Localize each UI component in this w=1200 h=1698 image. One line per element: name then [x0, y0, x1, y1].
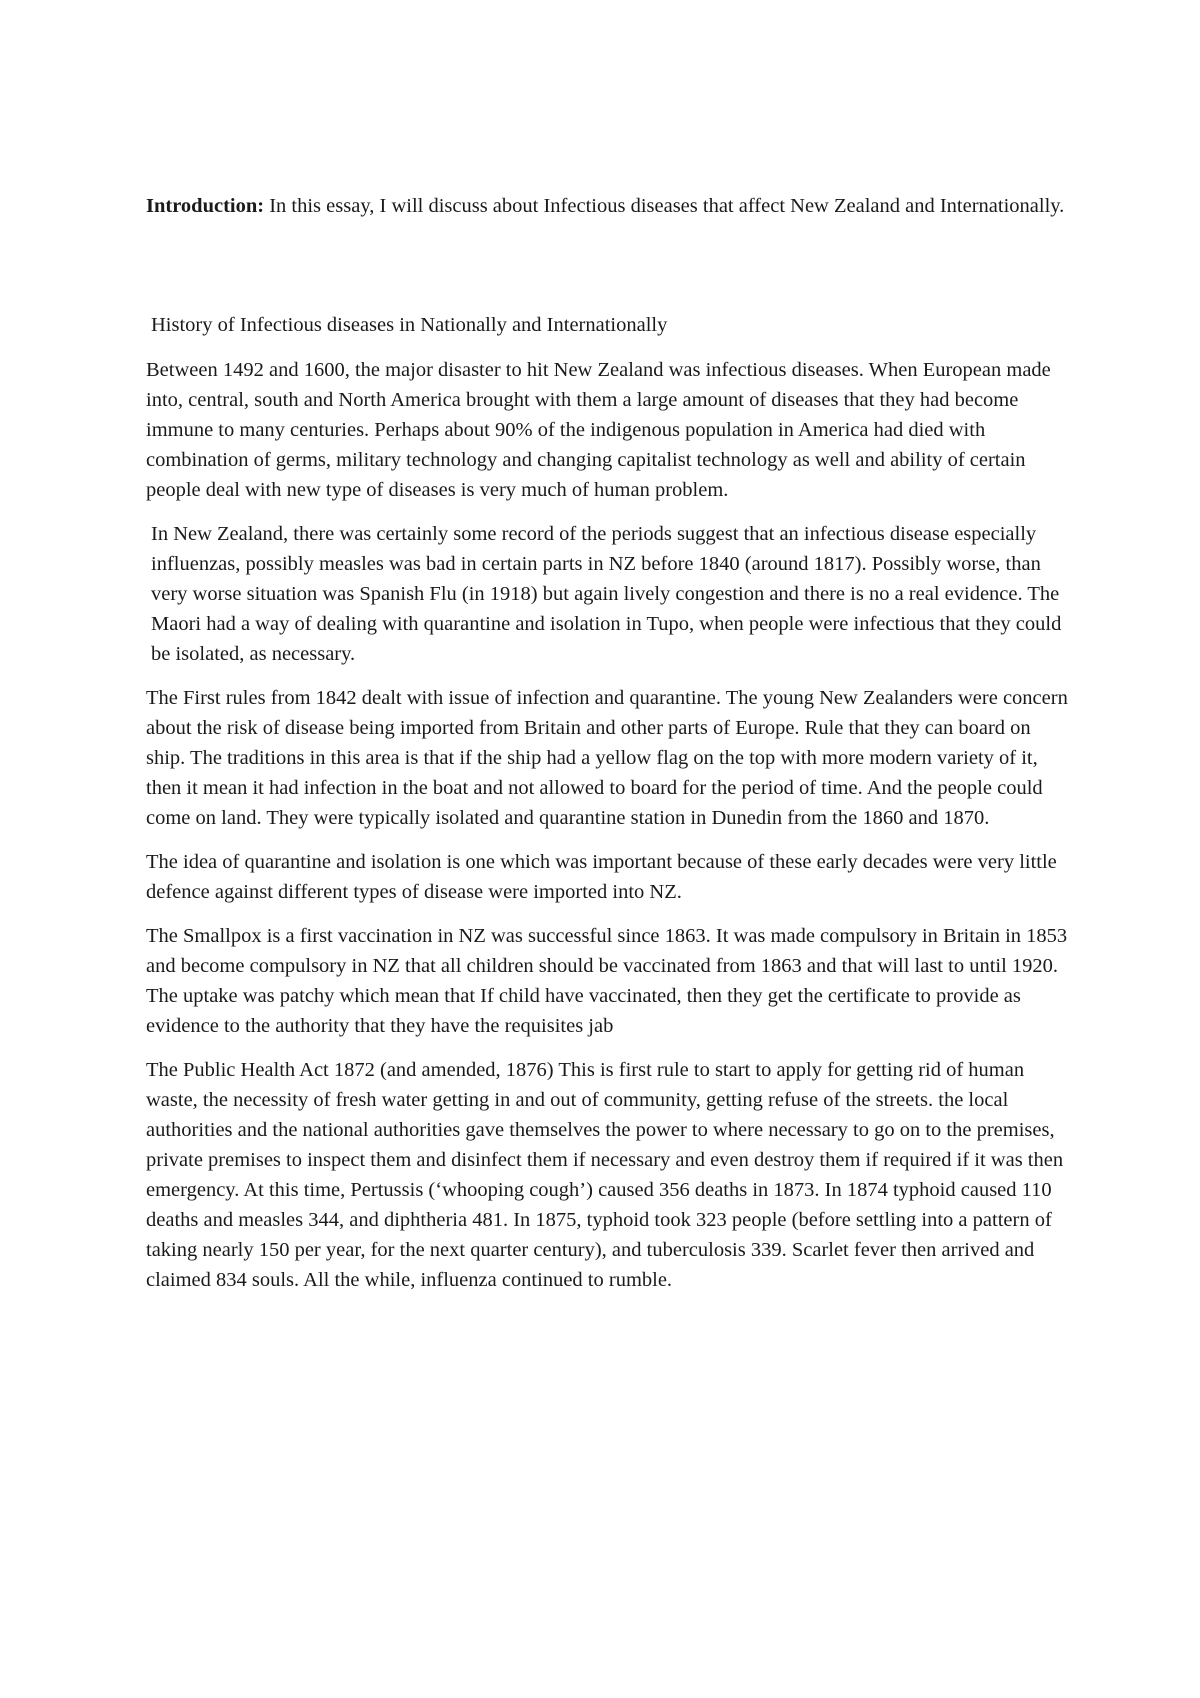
paragraph-quarantine-idea: The idea of quarantine and isolation is one which was important because of these early decades were very little defence against different types of disease were imported into NZ. [146, 851, 1057, 903]
paragraph-history: Between 1492 and 1600, the major disaster to hit New Zealand was infectious diseases. When European made into, central, south and North America brought with them a large amount of diseases that they had become immune to many centuries. Perhaps about 90% of the indigenous population in America had died with combination of germs, military technology and changing capitalist technology as well and ability of certain people deal with new type of diseases is very much of human problem. [146, 359, 1051, 501]
paragraph-public-health-act: The Public Health Act 1872 (and amended, 1876) This is first rule to start to apply for getting rid of human waste, the necessity of fresh water getting in and out of community, getting refuse of the streets. the local authorities and the national authorities gave themselves the power to where necessary to go on to the premises, private premises to inspect them and disinfect them if necessary and even destroy them if required if it was then emergency. At this time, Pertussis (‘whooping cough’) caused 356 deaths in 1873. In 1874 typhoid caused 110 deaths and measles 344, and diphtheria 481. In 1875, typhoid took 323 people (before settling into a pattern of taking nearly 150 per year, for the next quarter century), and tuberculosis 339. Scarlet fever then arrived and claimed 834 souls. All the while, influenza continued to rumble. [146, 1059, 1064, 1291]
document-body [146, 191, 1071, 1309]
paragraph-new-zealand: In New Zealand, there was certainly some record of the periods suggest that an infectious disease especially influenzas, possibly measles was bad in certain parts in NZ before 1840 (around 1817). Possibly worse, than very worse situation was Spanish Flu (in 1918) but again lively congestion and there is no a real evidence. The Maori had a way of dealing with quarantine and isolation in Tupo, when people were infectious that they could be isolated, as necessary. [151, 523, 1062, 665]
introduction-text: In this essay, I will discuss about Infectious diseases that affect New Zealand and Internationally. [264, 195, 1065, 217]
introduction-label: Introduction: [146, 195, 265, 217]
paragraph-first-rules: The First rules from 1842 dealt with issue of infection and quarantine. The young New Zealanders were concern about the risk of disease being imported from Britain and other parts of Europe. Rule that they can board on ship. The traditions in this area is that if the ship had a yellow flag on the top with more modern variety of it, then it mean it had infection in the boat and not allowed to board for the period of time. And the people could come on land. They were typically isolated and quarantine station in Dunedin from the 1860 and 1870. [146, 687, 1068, 829]
section-heading: History of Infectious diseases in Nationally and Internationally [151, 314, 668, 336]
paragraph-smallpox: The Smallpox is a first vaccination in NZ was successful since 1863. It was made compulsory in Britain in 1853 and become compulsory in NZ that all children should be vaccinated from 1863 and that will last to until 1920. The uptake was patchy which mean that If child have vaccinated, then they get the certificate to provide as evidence to the authority that they have the requisites jab [146, 925, 1068, 1037]
introduction-paragraph [146, 191, 1071, 221]
